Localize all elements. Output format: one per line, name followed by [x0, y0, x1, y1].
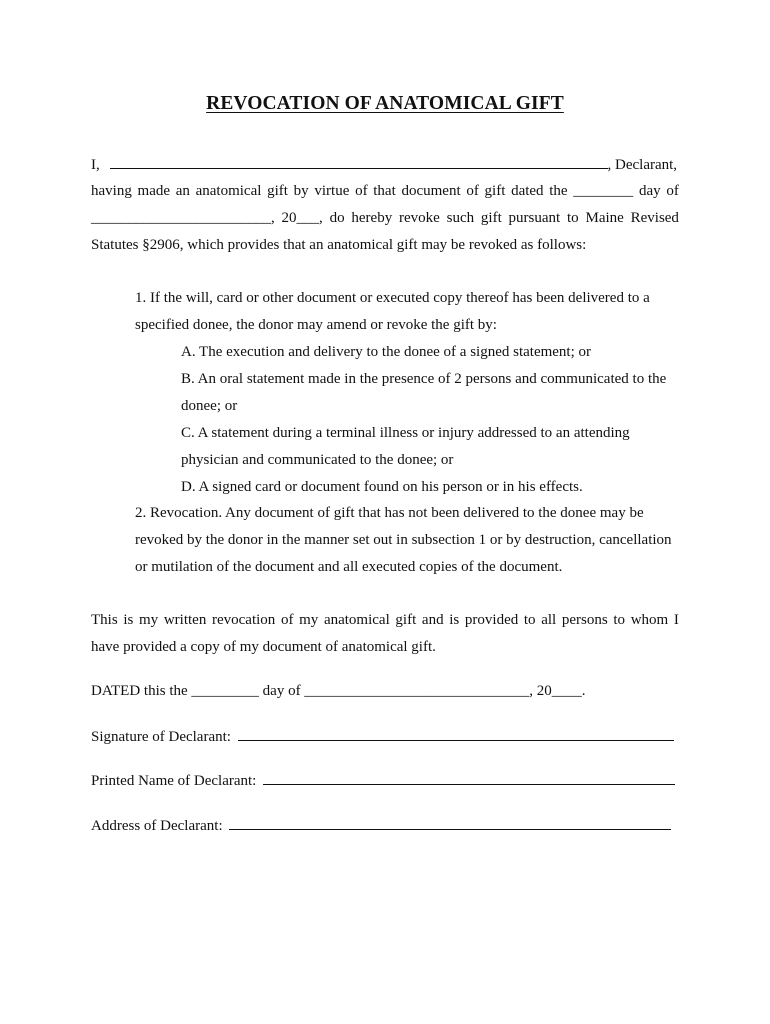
- signature-field: [91, 727, 679, 746]
- intro-line-2: [91, 182, 679, 200]
- word: gift: [480, 210, 502, 226]
- declarant-name-blank[interactable]: [110, 155, 608, 169]
- word: is: [449, 612, 460, 628]
- word: This: [91, 612, 118, 628]
- word: virtue: [314, 183, 350, 199]
- dated-line: DATED this the _________ day of ______________________________, 20____.: [91, 683, 586, 699]
- word: of: [466, 183, 479, 199]
- word: revocation: [211, 612, 276, 628]
- item-2-line-3: or mutilation of the document and all executed copies of the document.: [135, 559, 563, 575]
- printed-name-blank[interactable]: [263, 771, 675, 785]
- word: to: [613, 612, 626, 628]
- word: such: [446, 210, 475, 226]
- word: written: [163, 612, 207, 628]
- address-field: [91, 816, 679, 835]
- word: gift: [484, 183, 506, 199]
- word: Revised: [630, 210, 679, 226]
- word: dated: [511, 183, 544, 199]
- intro-line-4: Statutes §2906, which provides that an anatomical gift may be revoked as follows:: [91, 237, 587, 253]
- word: the: [549, 183, 568, 199]
- printed-name-field: [91, 771, 679, 790]
- sub-item-c-line-1: C. A statement during a terminal illness or injury addressed to an attending: [181, 425, 630, 441]
- word: that: [373, 183, 396, 199]
- sub-item-a: A. The execution and delivery to the donee of a signed statement; or: [181, 344, 592, 360]
- word: do: [329, 210, 345, 226]
- word: having: [91, 183, 132, 199]
- word: an: [175, 183, 190, 199]
- sub-item-b-line-1: B. An oral statement made in the presence of 2 persons and communicated to the: [181, 371, 667, 387]
- item-1-line-2: specified donee, the donor may amend or revoke the gift by:: [135, 317, 497, 333]
- word: ________________________,: [91, 210, 275, 226]
- word: persons: [561, 612, 608, 628]
- word: to: [567, 210, 579, 226]
- word: 20___,: [281, 210, 323, 226]
- printed-name-label: Printed Name of Declarant:: [91, 773, 257, 789]
- item-1-line-1: 1. If the will, card or other document or executed copy thereof has been delivered to a: [135, 290, 650, 306]
- word: anatomical: [323, 612, 390, 628]
- word: to: [523, 612, 536, 628]
- word: document: [401, 183, 461, 199]
- declarant-line: [91, 155, 679, 174]
- word: day: [639, 183, 661, 199]
- word: of: [280, 612, 294, 628]
- word: pursuant: [508, 210, 561, 226]
- word: made: [137, 183, 171, 199]
- closing-line-2: have provided a copy of my document of anatomical gift.: [91, 639, 436, 655]
- closing-line-1: [91, 611, 679, 629]
- word: by: [293, 183, 309, 199]
- sub-item-d: D. A signed card or document found on his person or in his effects.: [181, 479, 583, 495]
- word: gift: [395, 612, 417, 628]
- word: gift: [267, 183, 288, 199]
- word: hereby: [351, 210, 393, 226]
- word: of: [355, 183, 368, 199]
- signature-blank[interactable]: [238, 727, 674, 741]
- address-blank[interactable]: [229, 816, 671, 830]
- word: all: [541, 612, 557, 628]
- word: Maine: [585, 210, 624, 226]
- sub-item-b-line-2: donee; or: [181, 398, 238, 414]
- word: revoke: [399, 210, 440, 226]
- address-label: Address of Declarant:: [91, 818, 223, 834]
- word: my: [299, 612, 319, 628]
- word: and: [421, 612, 444, 628]
- item-2-line-1: 2. Revocation. Any document of gift that has not been delivered to the donee may be: [135, 505, 644, 521]
- word: ________: [573, 183, 634, 199]
- i-label: I,: [91, 157, 100, 173]
- signature-label: Signature of Declarant:: [91, 729, 231, 745]
- word: anatomical: [195, 183, 262, 199]
- document-title: REVOCATION OF ANATOMICAL GIFT: [206, 93, 564, 114]
- item-2-line-2: revoked by the donor in the manner set out in subsection 1 or by destruction, cancellation: [135, 532, 672, 548]
- intro-line-3: [91, 209, 679, 227]
- sub-item-c-line-2: physician and communicated to the donee; or: [181, 452, 454, 468]
- word: whom: [630, 612, 669, 628]
- declarant-label: , Declarant,: [607, 157, 678, 173]
- word: is: [123, 612, 134, 628]
- word: of: [666, 183, 679, 199]
- word: I: [673, 612, 679, 628]
- word: provided: [464, 612, 519, 628]
- word: my: [139, 612, 159, 628]
